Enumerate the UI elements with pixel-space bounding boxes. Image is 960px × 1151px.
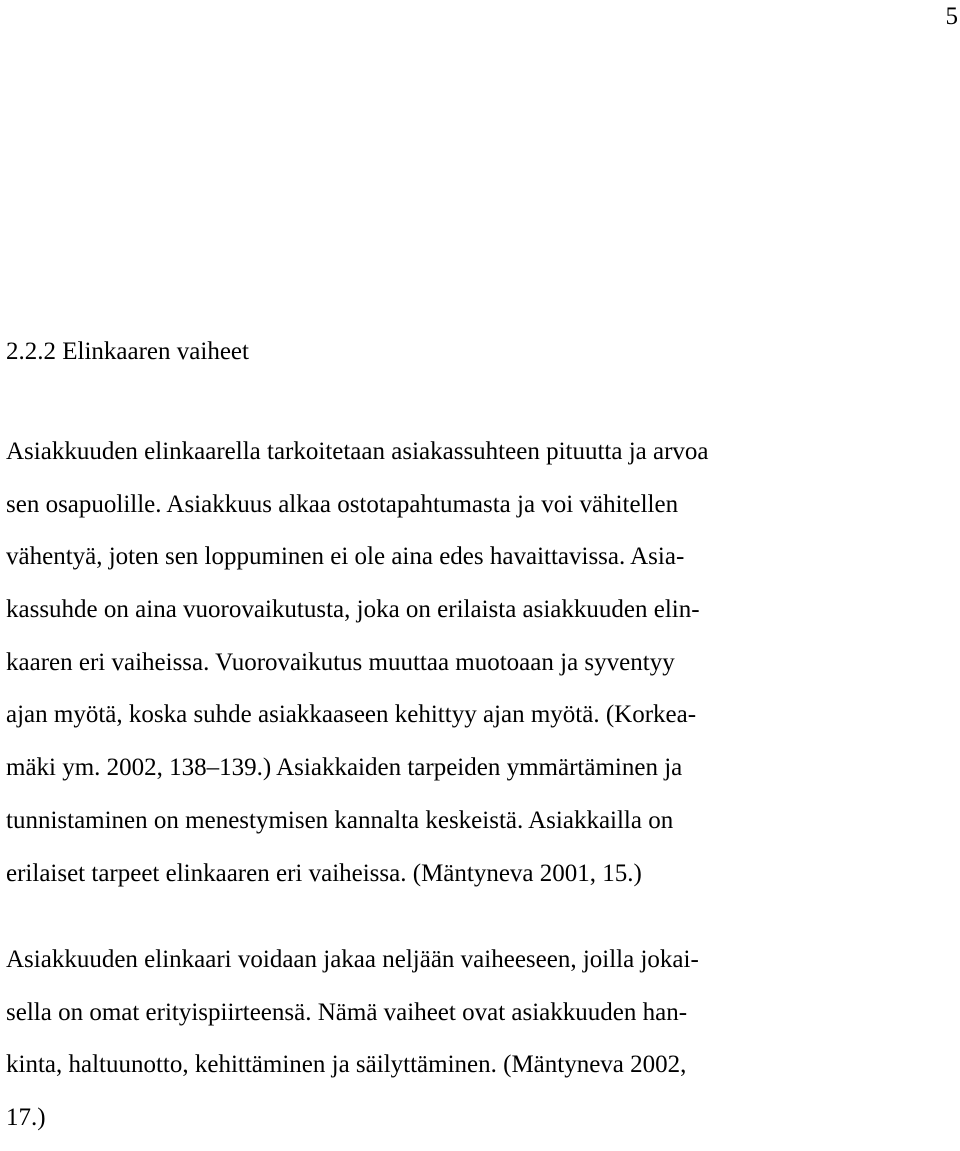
paragraph-1 — [6, 432, 709, 906]
paragraph-line: 17.) — [6, 1104, 46, 1132]
paragraph-line: kaaren eri vaiheissa. Vuorovaikutus muuttaa muotoaan ja syventyy — [6, 648, 675, 676]
paragraph-line: mäki ym. 2002, 138–139.) Asiakkaiden tarpeiden ymmärtäminen ja — [6, 754, 683, 782]
section-heading: 2.2.2 Elinkaaren vaiheet — [6, 338, 249, 365]
paragraph-line: erilaiset tarpeet elinkaaren eri vaiheissa. (Mäntyneva 2001, 15.) — [6, 859, 642, 887]
paragraph-line: tunnistaminen on menestymisen kannalta keskeistä. Asiakkailla on — [6, 806, 674, 834]
paragraph-line: ajan myötä, koska suhde asiakkaaseen kehittyy ajan myötä. (Korkea- — [6, 701, 697, 729]
paragraph-line: Asiakkuuden elinkaari voidaan jakaa neljään vaiheeseen, joilla jokai- — [6, 946, 699, 973]
paragraph-line: Asiakkuuden elinkaarella tarkoitetaan asiakassuhteen pituutta ja arvoa — [6, 438, 709, 465]
paragraph-line: sen osapuolille. Asiakkuus alkaa ostotapahtumasta ja voi vähitellen — [6, 490, 679, 518]
paragraph-line: kassuhde on aina vuorovaikutusta, joka on erilaista asiakkuuden elin- — [6, 596, 700, 624]
paragraph-line: vähentyä, joten sen loppuminen ei ole aina edes havaittavissa. Asia- — [6, 543, 685, 571]
page-number: 5 — [945, 3, 958, 30]
paragraph-line: sella on omat erityispiirteensä. Nämä vaiheet ovat asiakkuuden han- — [6, 998, 688, 1026]
paragraph-line: kinta, haltuunotto, kehittäminen ja säilyttäminen. (Mäntyneva 2002, — [6, 1051, 687, 1079]
paragraph-2 — [6, 940, 699, 1151]
